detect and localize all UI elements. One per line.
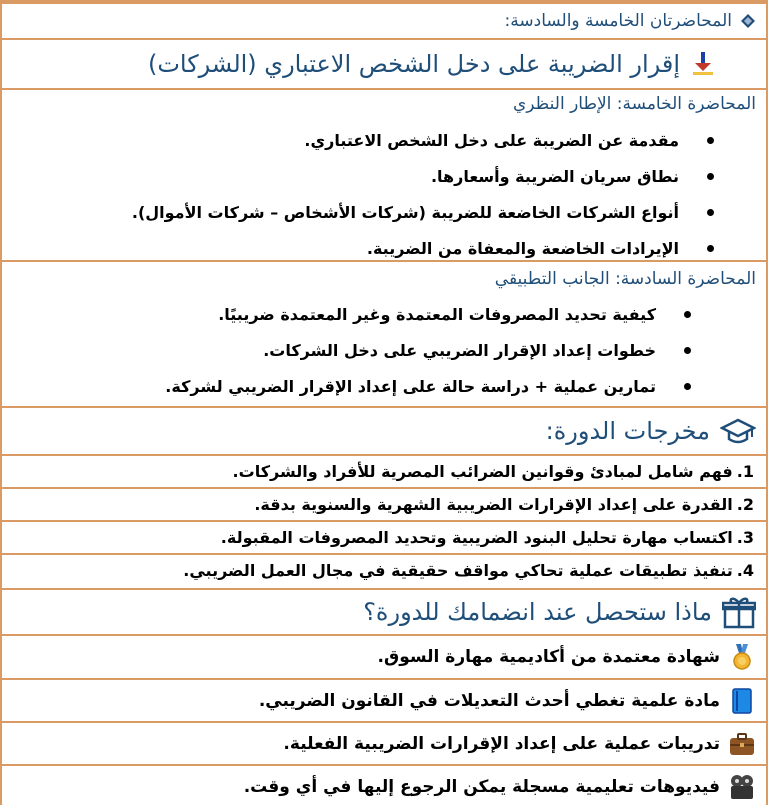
bullet-icon: [684, 347, 691, 354]
outcomes-list: [2, 456, 766, 586]
briefcase-icon: [728, 730, 756, 758]
diamond-icon: [740, 13, 756, 29]
book-icon: [728, 687, 756, 715]
arrow-down-icon: [692, 51, 714, 77]
film-reel-icon: [728, 773, 756, 801]
graduation-cap-icon: [720, 417, 756, 445]
list-item: الإيرادات الخاضعة والمعفاة من الضريبة.: [2, 230, 714, 266]
gift-icon: [722, 595, 756, 629]
outcomes-header-row: [2, 408, 766, 456]
main-title-row: [2, 40, 766, 90]
list-item: تدريبات عملية على إعداد الإقرارات الضريبية الفعلية.: [2, 723, 766, 766]
list-item: 3. اكتساب مهارة تحليل البنود الضريبية وتحديد المصروفات المقبولة.: [2, 522, 766, 555]
lecture-six-list: [2, 296, 766, 404]
list-item: فيديوهات تعليمية مسجلة يمكن الرجوع إليها في أي وقت.: [2, 766, 766, 807]
bullet-icon: [707, 173, 714, 180]
benefits-header-row: [2, 590, 766, 636]
list-item: تمارين عملية + دراسة حالة على إعداد الإقرار الضريبي لشركة.: [2, 368, 691, 404]
list-item: أنواع الشركات الخاضعة للضريبة (شركات الأشخاص – شركات الأموال).: [2, 194, 714, 230]
bullet-icon: [684, 311, 691, 318]
bullet-icon: [707, 209, 714, 216]
lecture-six-section: [2, 262, 766, 408]
list-item: خطوات إعداد الإقرار الضريبي على دخل الشركات.: [2, 332, 691, 368]
bullet-icon: [684, 383, 691, 390]
list-item: كيفية تحديد المصروفات المعتمدة وغير المعتمدة ضريبيًا.: [2, 296, 691, 332]
list-item: شهادة معتمدة من أكاديمية مهارة السوق.: [2, 636, 766, 680]
outcomes-title: مخرجات الدورة:: [545, 417, 710, 445]
list-item: نطاق سريان الضريبة وأسعارها.: [2, 158, 714, 194]
medal-icon: [728, 643, 756, 671]
lecture-five-title: المحاضرة الخامسة: الإطار النظري: [513, 94, 756, 114]
outcomes-section: [2, 456, 766, 590]
bullet-icon: [707, 137, 714, 144]
list-item: مادة علمية تغطي أحدث التعديلات في القانون الضريبي.: [2, 680, 766, 723]
list-item: مقدمة عن الضريبة على دخل الشخص الاعتباري.: [2, 122, 714, 158]
lectures-title: المحاضرتان الخامسة والسادسة:: [504, 11, 732, 31]
list-item: 1. فهم شامل لمبادئ وقوانين الضرائب المصرية للأفراد والشركات.: [2, 456, 766, 489]
bullet-icon: [707, 245, 714, 252]
list-item: 2. القدرة على إعداد الإقرارات الضريبية الشهرية والسنوية بدقة.: [2, 489, 766, 522]
lecture-five-section: [2, 90, 766, 262]
lecture-five-list: [2, 122, 766, 266]
benefits-title: ماذا ستحصل عند انضمامك للدورة؟: [363, 598, 712, 626]
list-item: 4. تنفيذ تطبيقات عملية تحاكي مواقف حقيقية في مجال العمل الضريبي.: [183, 561, 754, 580]
main-title: إقرار الضريبة على دخل الشخص الاعتباري (الشركات): [147, 50, 680, 78]
lectures-header-row: [2, 4, 766, 40]
benefits-section: [2, 636, 766, 805]
lecture-six-title: المحاضرة السادسة: الجانب التطبيقي: [494, 269, 756, 289]
